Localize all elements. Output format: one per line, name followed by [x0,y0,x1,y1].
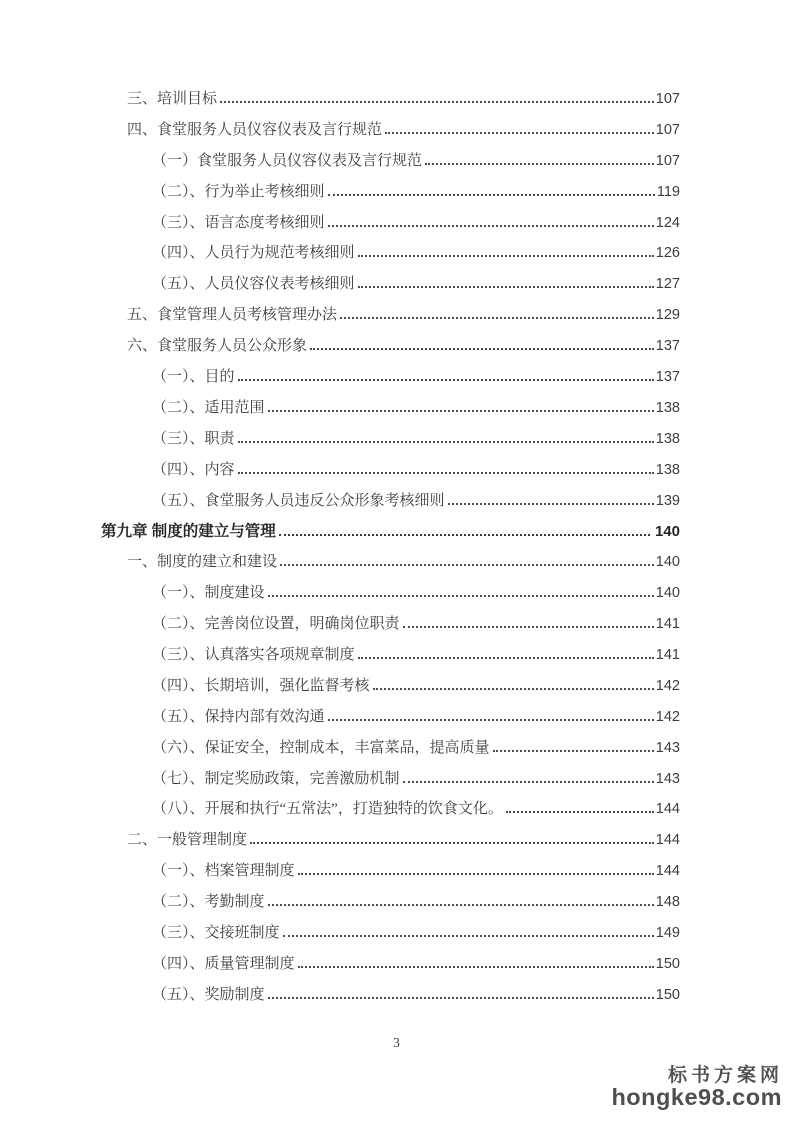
toc-entry-page: 138 [655,399,680,416]
dot-leader [328,225,654,227]
toc-entry[interactable] [101,643,680,674]
toc-entry[interactable] [101,489,680,520]
toc-entry[interactable] [101,550,680,581]
toc-entry-label: 二、一般管理制度 [127,832,248,849]
toc-entry-label: （一）、目的 [152,369,235,386]
dot-leader [425,163,654,165]
toc-entry-page: 148 [655,894,680,911]
toc-entry-page: 107 [655,121,680,138]
toc-entry-label: （六）、保证安全，控制成本，丰富菜品，提高质量 [152,739,490,756]
toc-entry-page: 141 [655,616,680,633]
toc-entry-page: 144 [655,832,680,849]
dot-leader [493,750,654,752]
toc-entry-page: 144 [655,801,680,818]
dot-leader [298,873,654,875]
toc-entry[interactable] [101,519,680,550]
watermark [611,1066,782,1110]
toc-entry[interactable] [101,272,680,303]
toc-entry-page: 140 [655,554,680,571]
dot-leader [328,194,655,196]
toc-entry-label: （二）、考勤制度 [152,894,265,911]
dot-leader [403,626,654,628]
dot-leader [358,255,654,257]
dot-leader [403,781,654,783]
toc-entry-label: （一）、档案管理制度 [152,863,295,880]
toc-entry-page: 138 [655,461,680,478]
toc-entry-label: （四）、质量管理制度 [152,955,295,972]
toc-entry[interactable] [101,118,680,149]
dot-leader [268,904,654,906]
toc-entry[interactable] [101,952,680,983]
toc-entry-label: （四）、内容 [152,461,235,478]
toc-entry-page: 138 [655,430,680,447]
page-number: 3 [393,1035,400,1050]
toc-entry-label: （一）、制度建设 [152,585,265,602]
toc-entry-label: （八）、开展和执行“五常法”，打造独特的饮食文化。 [152,801,503,818]
toc-entry-label: （七）、制定奖励政策，完善激励机制 [152,770,400,787]
toc-entry[interactable] [101,797,680,828]
dot-leader [373,688,654,690]
toc-entry-label: （二）、适用范围 [152,399,265,416]
toc-entry[interactable] [101,767,680,798]
dot-leader [250,842,654,844]
toc-entry[interactable] [101,674,680,705]
toc-entry-label: （三）、职责 [152,430,235,447]
toc-entry[interactable] [101,736,680,767]
toc-entry-label: （五）、人员仪容仪表考核细则 [152,276,355,293]
toc-entry-page: 137 [655,369,680,386]
toc-entry-page: 124 [655,214,680,231]
toc-entry-page: 143 [655,739,680,756]
toc-entry-page: 107 [655,152,680,169]
dot-leader [279,534,650,536]
dot-leader [448,503,654,505]
toc-entry[interactable] [101,241,680,272]
toc-entry-label: 五、食堂管理人员考核管理办法 [127,307,338,324]
toc-entry[interactable] [101,396,680,427]
toc-entry-page: 129 [655,307,680,324]
toc-entry[interactable] [101,581,680,612]
watermark-site-url: hongke98.com [611,1084,782,1110]
toc-entry[interactable] [101,705,680,736]
toc-entry-label: （一）食堂服务人员仪容仪表及言行规范 [152,152,423,169]
watermark-site-name: 标书方案网 [667,1065,783,1086]
toc-entry[interactable] [101,612,680,643]
toc-entry-label: 第九章 制度的建立与管理 [101,523,276,541]
toc-entry[interactable] [101,859,680,890]
dot-leader [238,472,654,474]
toc-list [101,87,680,1014]
dot-leader [220,101,654,103]
toc-entry[interactable] [101,427,680,458]
toc-entry-page: 137 [655,338,680,355]
toc-entry[interactable] [101,828,680,859]
dot-leader [340,317,654,319]
dot-leader [385,132,654,134]
dot-leader [238,379,654,381]
toc-entry-page: 107 [655,91,680,107]
toc-entry-label: 三、培训目标 [127,91,218,107]
toc-entry-label: （二）、完善岗位设置，明确岗位职责 [152,616,400,633]
dot-leader [358,657,654,659]
dot-leader [328,719,654,721]
toc-entry-label: （四）、长期培训，强化监督考核 [152,677,370,694]
dot-leader [268,595,654,597]
toc-entry[interactable] [101,87,680,118]
dot-leader [310,348,654,350]
dot-leader [358,286,654,288]
toc-entry[interactable] [101,983,680,1014]
toc-entry-page: 143 [655,770,680,787]
toc-entry-label: （五）、奖励制度 [152,986,265,1003]
toc-entry-page: 119 [656,183,680,200]
toc-entry-label: 四、食堂服务人员仪容仪表及言行规范 [127,121,383,138]
toc-entry[interactable] [101,180,680,211]
toc-entry[interactable] [101,149,680,180]
toc-entry-page: 150 [655,986,680,1003]
toc-entry-label: 一、制度的建立和建设 [127,554,278,571]
toc-entry-label: 六、食堂服务人员公众形象 [127,338,308,355]
dot-leader [238,441,654,443]
dot-leader [280,564,654,566]
toc-entry[interactable] [101,458,680,489]
toc-entry-page: 141 [655,647,680,664]
toc-entry-label: （四）、人员行为规范考核细则 [152,245,355,262]
toc-entry-page: 127 [655,276,680,293]
toc-entry-label: （三）、认真落实各项规章制度 [152,647,355,664]
toc-entry[interactable] [101,211,680,242]
toc-entry-page: 144 [655,863,680,880]
toc-entry-page: 150 [655,955,680,972]
toc-entry[interactable] [101,890,680,921]
dot-leader [268,410,654,412]
toc-entry-label: （三）、语言态度考核细则 [152,214,325,231]
toc-entry-label: （五）、保持内部有效沟通 [152,708,325,725]
dot-leader [298,966,654,968]
toc-entry-page: 139 [655,492,680,509]
dot-leader [283,935,654,937]
toc-entry[interactable] [101,365,680,396]
toc-entry-label: （二）、行为举止考核细则 [152,183,325,200]
toc-entry[interactable] [101,334,680,365]
toc-entry-page: 126 [655,245,680,262]
dot-leader [268,997,654,999]
toc-entry[interactable] [101,921,680,952]
toc-entry-page: 142 [655,708,680,725]
toc-entry[interactable] [101,303,680,334]
toc-entry-page: 149 [655,925,680,942]
toc-entry-label: （五）、食堂服务人员违反公众形象考核细则 [152,492,445,509]
dot-leader [506,811,654,813]
toc-entry-page: 140 [654,523,680,541]
toc-entry-label: （三）、交接班制度 [152,925,280,942]
toc-entry-page: 140 [655,585,680,602]
toc-entry-page: 142 [655,677,680,694]
